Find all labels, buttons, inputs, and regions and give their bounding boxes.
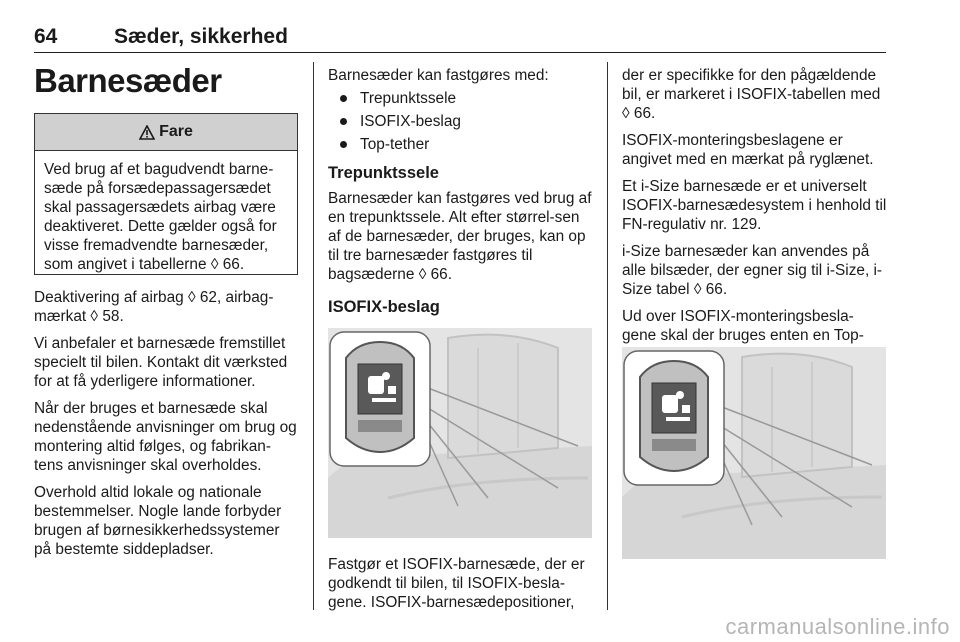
warning-label: Fare (159, 123, 193, 140)
column-3 (622, 66, 888, 372)
paragraph: ISOFIX-monteringsbeslagene er angivet med en mærkat på ryglænet. (622, 132, 874, 168)
warning-triangle-icon (139, 125, 155, 140)
list-item: ISOFIX-beslag (328, 112, 593, 131)
column-divider (313, 62, 314, 610)
paragraph: Overhold altid lokale og nationale bestemmelser. Nogle lande forbyder brugen af børnesikkerhedssystemer på bestemte siddepladser. (34, 484, 282, 558)
watermark: carmanualsonline.info (725, 614, 950, 639)
subheading: Trepunktssele (328, 164, 439, 182)
isofix-illustration (328, 328, 592, 538)
list-item: Top-tether (328, 135, 593, 154)
section-title: Sæder, sikkerhed (114, 25, 288, 48)
paragraph: Deaktivering af airbag ◊ 62, airbag-mærkat ◊ 58. (34, 289, 274, 325)
paragraph: Barnesæder kan fastgøres ved brug af en trepunktssele. Alt efter størrel-sen af de barnesæder, der bruges, kan op til tre barnesæder fastgøres til bagsæderne ◊ 66. (328, 190, 592, 283)
warning-header (35, 114, 297, 151)
paragraph: der er specifikke for den pågældende bil, er markeret i ISOFIX-tabellen med ◊ 66. (622, 67, 881, 122)
warning-text: Ved brug af et bagudvendt barne-sæde på forsædepassagersædet skal passagersædets airbag være deaktiveret. Dette gælder også for visse fremadvendte barnesæder, som angivet i tabellerne ◊ 66. (44, 161, 277, 273)
warning-box (34, 113, 298, 275)
paragraph: i-Size barnesæder kan anvendes på alle bilsæder, der egner sig til i-Size, i-Size tabel ◊ 66. (622, 243, 883, 298)
page-title: Barnesæder (34, 62, 222, 99)
page-header (34, 22, 886, 53)
list-item: Trepunktssele (328, 89, 593, 108)
column-1 (34, 288, 298, 567)
paragraph: Fastgør et ISOFIX-barnesæde, der er godkendt til bilen, til ISOFIX-besla-gene. ISOFIX-barnesædepositioner, (328, 556, 585, 611)
paragraph: Et i-Size barnesæde er et universelt ISOFIX-barnesædesystem i henhold til FN-regulativ nr. 129. (622, 178, 887, 233)
paragraph: Vi anbefaler et barnesæde fremstillet specielt til bilen. Kontakt dit værksted for at få yderligere informationer. (34, 335, 288, 390)
column-2-continued (328, 555, 596, 620)
paragraph: Barnesæder kan fastgøres med: (328, 67, 549, 84)
column-2 (328, 66, 593, 317)
column-divider (607, 62, 608, 610)
paragraph: Når der bruges et barnesæde skal nedenstående anvisninger om brug og montering altid følges, og fabrikan-tens anvisninger skal overholdes. (34, 400, 297, 474)
isofix-illustration (622, 347, 886, 559)
subheading: ISOFIX-beslag (328, 298, 440, 316)
paragraph: Ud over ISOFIX-monteringsbesla-gene skal der bruges enten en Top- (622, 308, 864, 344)
bullet-list (328, 89, 593, 154)
page-number: 64 (34, 25, 58, 48)
